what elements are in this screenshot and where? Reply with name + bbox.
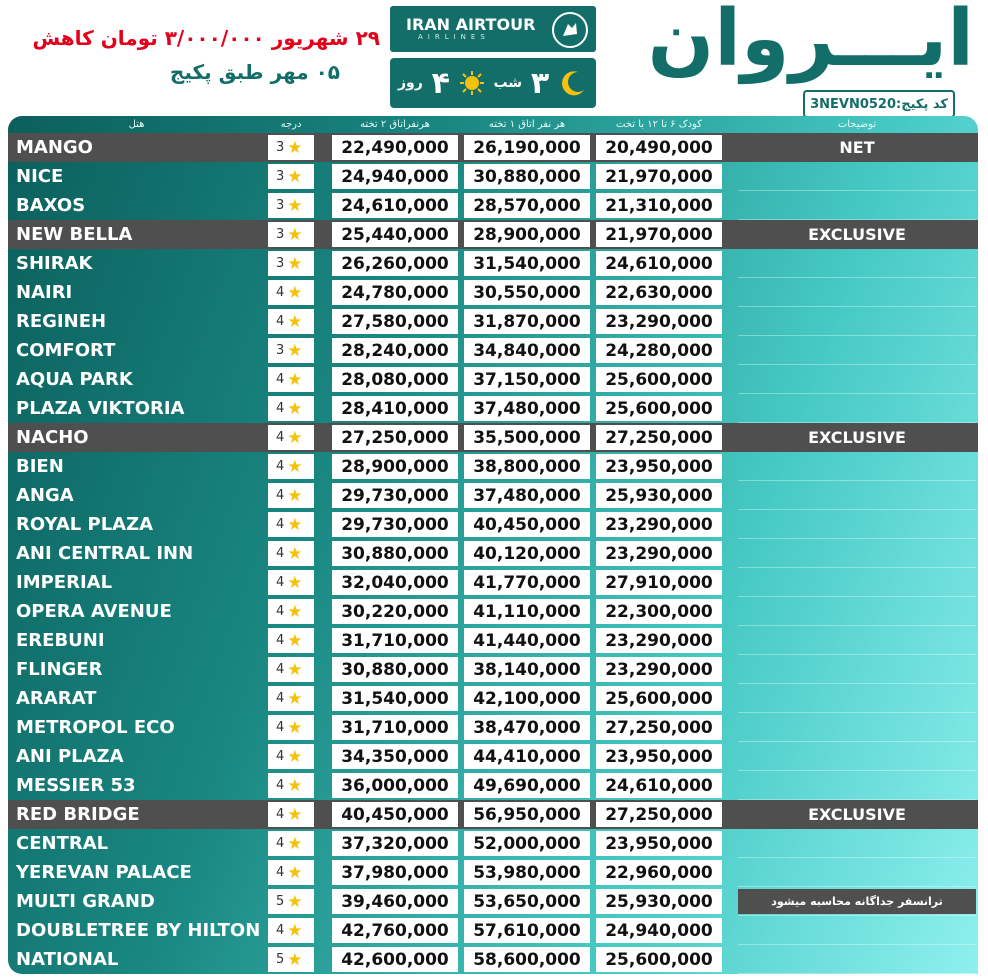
row-note <box>738 686 976 711</box>
row-note: EXCLUSIVE <box>738 802 976 827</box>
col-double: هرنفراتاق ۲ تخته <box>360 118 430 130</box>
price-child: 27,250,000 <box>596 802 722 827</box>
rating-value: 5 <box>276 952 285 967</box>
price-double: 30,880,000 <box>332 541 458 566</box>
hotel-name: MANGO <box>16 137 93 158</box>
sun-icon <box>459 70 485 96</box>
hotel-name: NATIONAL <box>16 949 119 970</box>
hotel-rating <box>268 541 314 566</box>
price-single: 52,000,000 <box>464 831 590 856</box>
price-child: 22,630,000 <box>596 280 722 305</box>
hotel-rating <box>268 570 314 595</box>
star-icon: ★ <box>287 311 303 332</box>
rating-value: 3 <box>276 227 285 242</box>
price-child: 23,290,000 <box>596 657 722 682</box>
hotel-rating <box>268 773 314 798</box>
page-title: ایـــروان <box>647 0 974 84</box>
logo-text: IRAN AIRTOUR <box>406 15 536 34</box>
rating-value: 4 <box>276 633 285 648</box>
hotel-rating <box>268 425 314 450</box>
hotel-rating <box>268 251 314 276</box>
star-icon: ★ <box>287 543 303 564</box>
hotel-name: NAIRI <box>16 282 73 303</box>
star-icon: ★ <box>287 746 303 767</box>
price-double: 24,940,000 <box>332 164 458 189</box>
rating-value: 4 <box>276 285 285 300</box>
price-child: 25,930,000 <box>596 889 722 914</box>
moon-icon <box>558 68 588 98</box>
star-icon: ★ <box>287 137 303 158</box>
row-note <box>738 193 976 218</box>
price-double: 37,980,000 <box>332 860 458 885</box>
price-single: 37,480,000 <box>464 396 590 421</box>
table-row <box>8 829 978 858</box>
row-note <box>738 773 976 798</box>
rating-value: 4 <box>276 865 285 880</box>
star-icon: ★ <box>287 601 303 622</box>
price-double: 28,080,000 <box>332 367 458 392</box>
star-icon: ★ <box>287 485 303 506</box>
price-single: 26,190,000 <box>464 135 590 160</box>
star-icon: ★ <box>287 775 303 796</box>
price-child: 25,600,000 <box>596 367 722 392</box>
table-row <box>8 481 978 510</box>
hotel-name: ANGA <box>16 485 74 506</box>
star-icon: ★ <box>287 195 303 216</box>
hotel-name: NICE <box>16 166 64 187</box>
price-double: 26,260,000 <box>332 251 458 276</box>
table-row <box>8 249 978 278</box>
row-note <box>738 744 976 769</box>
col-single: هر نفر اتاق ۱ تخته <box>488 118 566 130</box>
price-child: 23,290,000 <box>596 541 722 566</box>
hotel-name: ROYAL PLAZA <box>16 514 154 535</box>
table-row <box>8 220 978 249</box>
price-child: 21,310,000 <box>596 193 722 218</box>
row-divider <box>738 973 976 974</box>
hotel-name: BAXOS <box>16 195 86 216</box>
price-double: 28,240,000 <box>332 338 458 363</box>
row-note <box>738 483 976 508</box>
price-child: 23,950,000 <box>596 831 722 856</box>
rating-value: 4 <box>276 488 285 503</box>
rating-value: 5 <box>276 894 285 909</box>
hotel-rating <box>268 860 314 885</box>
hotel-rating <box>268 454 314 479</box>
rating-value: 3 <box>276 343 285 358</box>
price-child: 27,250,000 <box>596 715 722 740</box>
row-note <box>738 599 976 624</box>
hotel-name: ARARAT <box>16 688 97 709</box>
hotel-rating <box>268 947 314 972</box>
star-icon: ★ <box>287 166 303 187</box>
table-row <box>8 133 978 162</box>
star-icon: ★ <box>287 369 303 390</box>
table-row <box>8 423 978 452</box>
hotel-name: IMPERIAL <box>16 572 113 593</box>
row-note <box>738 396 976 421</box>
price-child: 25,600,000 <box>596 686 722 711</box>
hotel-rating <box>268 686 314 711</box>
table-row <box>8 713 978 742</box>
hotel-name: CENTRAL <box>16 833 109 854</box>
hotel-name: ANI PLAZA <box>16 746 124 767</box>
price-child: 21,970,000 <box>596 222 722 247</box>
price-single: 57,610,000 <box>464 918 590 943</box>
table-row <box>8 191 978 220</box>
hotel-rating <box>268 135 314 160</box>
price-double: 34,350,000 <box>332 744 458 769</box>
table-row <box>8 684 978 713</box>
table-row <box>8 742 978 771</box>
price-single: 58,600,000 <box>464 947 590 972</box>
hotel-name: EREBUNI <box>16 630 105 651</box>
col-stars: درجه <box>280 118 302 130</box>
star-icon: ★ <box>287 920 303 941</box>
price-double: 31,710,000 <box>332 715 458 740</box>
price-child: 25,600,000 <box>596 396 722 421</box>
price-single: 28,900,000 <box>464 222 590 247</box>
price-single: 38,140,000 <box>464 657 590 682</box>
price-double: 30,220,000 <box>332 599 458 624</box>
hotel-name: SHIRAK <box>16 253 93 274</box>
hotel-name: YEREVAN PALACE <box>16 862 192 883</box>
star-icon: ★ <box>287 833 303 854</box>
rating-value: 4 <box>276 836 285 851</box>
price-double: 25,440,000 <box>332 222 458 247</box>
hotel-name: FLINGER <box>16 659 103 680</box>
price-double: 24,610,000 <box>332 193 458 218</box>
star-icon: ★ <box>287 340 303 361</box>
hotel-rating <box>268 744 314 769</box>
price-double: 28,410,000 <box>332 396 458 421</box>
row-note <box>738 860 976 885</box>
star-icon: ★ <box>287 688 303 709</box>
price-child: 24,610,000 <box>596 773 722 798</box>
hotel-rating <box>268 309 314 334</box>
price-child: 25,930,000 <box>596 483 722 508</box>
days-number: ۴ <box>431 65 450 101</box>
table-row <box>8 510 978 539</box>
star-icon: ★ <box>287 804 303 825</box>
price-double: 24,780,000 <box>332 280 458 305</box>
hotel-name: AQUA PARK <box>16 369 133 390</box>
table-row <box>8 655 978 684</box>
price-single: 41,440,000 <box>464 628 590 653</box>
rating-value: 4 <box>276 430 285 445</box>
hotel-name: NEW BELLA <box>16 224 133 245</box>
row-note <box>738 454 976 479</box>
hotel-rating <box>268 831 314 856</box>
price-single: 37,480,000 <box>464 483 590 508</box>
hotel-rating <box>268 396 314 421</box>
price-double: 27,250,000 <box>332 425 458 450</box>
hotel-rating <box>268 367 314 392</box>
hotel-rating <box>268 512 314 537</box>
rating-value: 4 <box>276 604 285 619</box>
price-child: 27,250,000 <box>596 425 722 450</box>
price-single: 41,770,000 <box>464 570 590 595</box>
star-icon: ★ <box>287 253 303 274</box>
price-child: 23,950,000 <box>596 454 722 479</box>
rating-value: 4 <box>276 720 285 735</box>
price-single: 53,980,000 <box>464 860 590 885</box>
price-child: 22,300,000 <box>596 599 722 624</box>
row-note: EXCLUSIVE <box>738 222 976 247</box>
row-note <box>738 338 976 363</box>
price-single: 53,650,000 <box>464 889 590 914</box>
price-single: 31,540,000 <box>464 251 590 276</box>
price-double: 31,540,000 <box>332 686 458 711</box>
star-icon: ★ <box>287 282 303 303</box>
price-child: 27,910,000 <box>596 570 722 595</box>
duration-badge <box>390 58 596 108</box>
price-child: 23,950,000 <box>596 744 722 769</box>
star-icon: ★ <box>287 949 303 970</box>
price-double: 22,490,000 <box>332 135 458 160</box>
price-child: 23,290,000 <box>596 309 722 334</box>
row-note <box>738 367 976 392</box>
price-single: 38,800,000 <box>464 454 590 479</box>
star-icon: ★ <box>287 862 303 883</box>
row-note <box>738 309 976 334</box>
table-row <box>8 568 978 597</box>
price-double: 27,580,000 <box>332 309 458 334</box>
hotel-rating <box>268 164 314 189</box>
price-child: 24,610,000 <box>596 251 722 276</box>
hotel-name: MULTI GRAND <box>16 891 155 912</box>
price-double: 30,880,000 <box>332 657 458 682</box>
price-child: 24,280,000 <box>596 338 722 363</box>
price-single: 30,880,000 <box>464 164 590 189</box>
rating-value: 4 <box>276 575 285 590</box>
price-double: 32,040,000 <box>332 570 458 595</box>
griffin-emblem-icon <box>552 12 588 48</box>
hotel-rating <box>268 599 314 624</box>
table-row <box>8 945 978 974</box>
hotel-name: NACHO <box>16 427 89 448</box>
col-hotel: هتل <box>128 118 145 130</box>
price-single: 40,450,000 <box>464 512 590 537</box>
price-double: 42,760,000 <box>332 918 458 943</box>
star-icon: ★ <box>287 659 303 680</box>
table-row <box>8 626 978 655</box>
table-row <box>8 887 978 916</box>
price-child: 25,600,000 <box>596 947 722 972</box>
hotel-rating <box>268 222 314 247</box>
star-icon: ★ <box>287 514 303 535</box>
hotel-name: RED BRIDGE <box>16 804 140 825</box>
table-row <box>8 771 978 800</box>
package-code: کد پکیج:3NEVN0520 <box>803 90 955 118</box>
price-child: 20,490,000 <box>596 135 722 160</box>
discount-note: ۲۹ شهریور ۳/۰۰۰/۰۰۰ تومان کاهش <box>32 26 380 50</box>
price-single: 31,870,000 <box>464 309 590 334</box>
rating-value: 3 <box>276 140 285 155</box>
hotel-rating <box>268 657 314 682</box>
hotel-name: ANI CENTRAL INN <box>16 543 194 564</box>
table-row <box>8 452 978 481</box>
rating-value: 3 <box>276 169 285 184</box>
price-single: 42,100,000 <box>464 686 590 711</box>
header <box>0 0 988 116</box>
table-row <box>8 336 978 365</box>
table-row <box>8 597 978 626</box>
rating-value: 4 <box>276 314 285 329</box>
price-double: 39,460,000 <box>332 889 458 914</box>
price-double: 31,710,000 <box>332 628 458 653</box>
price-child: 23,290,000 <box>596 628 722 653</box>
hotel-rating <box>268 628 314 653</box>
row-note <box>738 164 976 189</box>
table-row <box>8 278 978 307</box>
row-note: NET <box>738 135 976 160</box>
table-row <box>8 307 978 336</box>
rating-value: 4 <box>276 372 285 387</box>
table-row <box>8 800 978 829</box>
rating-value: 3 <box>276 198 285 213</box>
price-single: 38,470,000 <box>464 715 590 740</box>
rating-value: 4 <box>276 778 285 793</box>
days-label: روز <box>398 75 423 91</box>
price-child: 22,960,000 <box>596 860 722 885</box>
star-icon: ★ <box>287 398 303 419</box>
rating-value: 4 <box>276 691 285 706</box>
row-note <box>738 831 976 856</box>
hotel-name: MESSIER 53 <box>16 775 136 796</box>
star-icon: ★ <box>287 224 303 245</box>
price-table <box>8 116 978 974</box>
price-double: 29,730,000 <box>332 483 458 508</box>
rating-value: 4 <box>276 749 285 764</box>
table-row <box>8 365 978 394</box>
table-row <box>8 539 978 568</box>
row-note <box>738 657 976 682</box>
row-note: EXCLUSIVE <box>738 425 976 450</box>
hotel-rating <box>268 802 314 827</box>
hotel-name: DOUBLETREE BY HILTON <box>16 920 261 941</box>
star-icon: ★ <box>287 891 303 912</box>
price-double: 36,000,000 <box>332 773 458 798</box>
hotel-name: BIEN <box>16 456 64 477</box>
col-notes: توضیحات <box>837 118 877 130</box>
hotel-name: PLAZA VIKTORIA <box>16 398 185 419</box>
price-single: 28,570,000 <box>464 193 590 218</box>
star-icon: ★ <box>287 630 303 651</box>
price-single: 30,550,000 <box>464 280 590 305</box>
price-child: 23,290,000 <box>596 512 722 537</box>
price-single: 49,690,000 <box>464 773 590 798</box>
table-row <box>8 858 978 887</box>
star-icon: ★ <box>287 572 303 593</box>
rating-value: 4 <box>276 401 285 416</box>
hotel-name: COMFORT <box>16 340 116 361</box>
row-note <box>738 628 976 653</box>
hotel-rating <box>268 715 314 740</box>
hotel-rating <box>268 918 314 943</box>
star-icon: ★ <box>287 456 303 477</box>
price-child: 24,940,000 <box>596 918 722 943</box>
rating-value: 4 <box>276 517 285 532</box>
hotel-name: REGINEH <box>16 311 107 332</box>
price-single: 44,410,000 <box>464 744 590 769</box>
hotel-rating <box>268 280 314 305</box>
hotel-name: METROPOL ECO <box>16 717 175 738</box>
hotel-rating <box>268 338 314 363</box>
row-note <box>738 947 976 972</box>
row-note <box>738 251 976 276</box>
price-child: 21,970,000 <box>596 164 722 189</box>
price-double: 40,450,000 <box>332 802 458 827</box>
price-double: 28,900,000 <box>332 454 458 479</box>
price-double: 29,730,000 <box>332 512 458 537</box>
price-double: 42,600,000 <box>332 947 458 972</box>
price-double: 37,320,000 <box>332 831 458 856</box>
hotel-name: OPERA AVENUE <box>16 601 172 622</box>
row-note <box>738 541 976 566</box>
hotel-rating <box>268 889 314 914</box>
logo-text-block <box>390 17 535 41</box>
row-note: ترانسفر جداگانه محاسبه میشود <box>738 889 976 914</box>
price-single: 40,120,000 <box>464 541 590 566</box>
package-note: ۰۵ مهر طبق پکیج <box>169 60 340 84</box>
table-row <box>8 916 978 945</box>
row-note <box>738 512 976 537</box>
rating-value: 4 <box>276 923 285 938</box>
logo-subtext: AIRLINES <box>418 33 490 41</box>
row-note <box>738 570 976 595</box>
table-row <box>8 162 978 191</box>
star-icon: ★ <box>287 427 303 448</box>
rating-value: 4 <box>276 459 285 474</box>
price-single: 35,500,000 <box>464 425 590 450</box>
row-note <box>738 918 976 943</box>
airline-logo <box>390 6 596 52</box>
nights-number: ۳ <box>530 65 550 101</box>
nights-label: شب <box>493 75 523 91</box>
rating-value: 4 <box>276 662 285 677</box>
price-single: 37,150,000 <box>464 367 590 392</box>
rating-value: 3 <box>276 256 285 271</box>
price-single: 56,950,000 <box>464 802 590 827</box>
price-single: 34,840,000 <box>464 338 590 363</box>
col-child: کودک ۶ تا ۱۲ با تخت <box>615 118 703 130</box>
table-row <box>8 394 978 423</box>
table-header <box>8 116 978 132</box>
rating-value: 4 <box>276 807 285 822</box>
row-note <box>738 280 976 305</box>
price-single: 41,110,000 <box>464 599 590 624</box>
star-icon: ★ <box>287 717 303 738</box>
hotel-rating <box>268 483 314 508</box>
row-note <box>738 715 976 740</box>
rating-value: 4 <box>276 546 285 561</box>
hotel-rating <box>268 193 314 218</box>
